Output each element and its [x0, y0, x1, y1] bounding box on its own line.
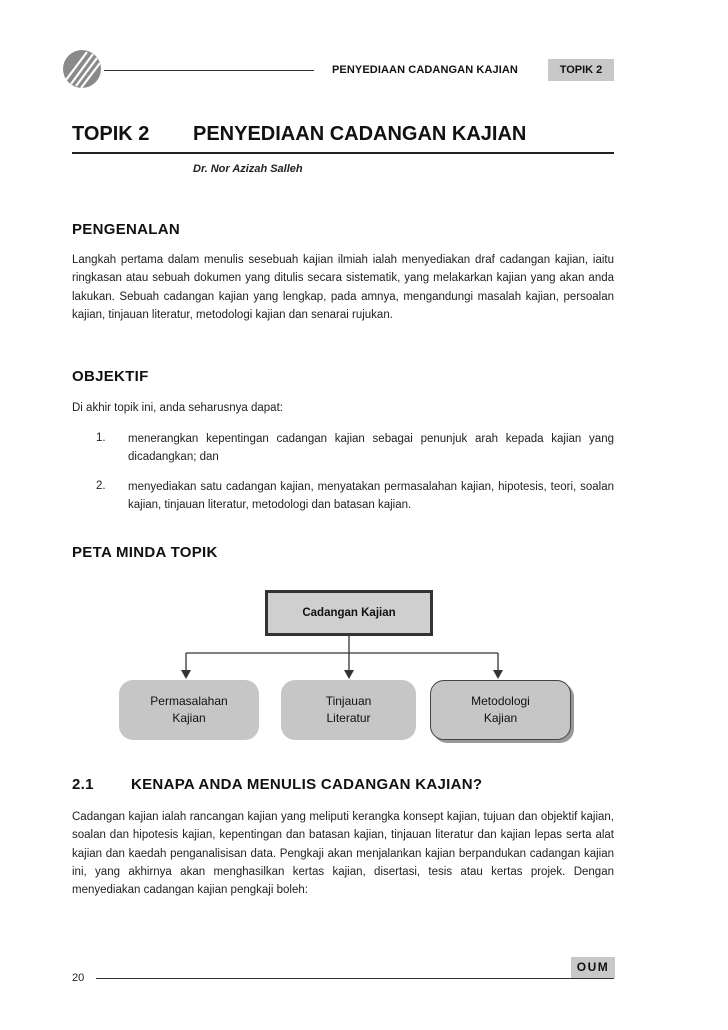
node-line: Kajian: [483, 711, 518, 725]
oum-brand: OUM: [571, 957, 615, 978]
node-line: Tinjauan: [325, 694, 372, 708]
intro-heading: PENGENALAN: [72, 221, 181, 238]
node-line: Metodologi: [471, 694, 530, 708]
section-paragraph: Cadangan kajian ialah rancangan kajian yang meliputi kerangka konsept kajian, tujuan dan objektif kajian, soalan dan hipotesis kajian, kepentingan dan batasan kajian, tinjauan literatur dan kajian lepas serta alat kajian dan kaedah penganalisisan data. Pengkaji akan menjalankan kajian berpandukan cadangan kajian ini, yang akhirnya akan menghasilkan kertas kajian, disertasi, tesis atau kertas projek. Dengan menyediakan cadangan kajian pengkaji boleh:: [72, 811, 614, 897]
mind-map-node: [430, 680, 571, 740]
objective-number: 1.: [96, 432, 106, 444]
objective-number: 2.: [96, 480, 106, 492]
running-title: PENYEDIAAN CADANGAN KAJIAN: [332, 64, 518, 76]
arrow-down-icon: [181, 670, 191, 679]
mind-map-node: [119, 680, 259, 740]
node-line: Literatur: [326, 711, 371, 725]
section-number: 2.1: [72, 776, 94, 793]
arrow-down-icon: [344, 670, 354, 679]
topic-number: TOPIK 2: [72, 123, 150, 145]
footer-rule: [96, 978, 614, 979]
node-line: Permasalahan: [150, 694, 228, 708]
mind-map-root: Cadangan Kajian: [265, 590, 433, 636]
node-line: Kajian: [172, 711, 206, 725]
objective-item: menyediakan satu cadangan kajian, menyatakan permasalahan kajian, hipotesis, teori, soalan kajian, tinjauan literatur, metodologi dan batasan kajian.: [128, 481, 614, 512]
objectives-lead: Di akhir topik ini, anda seharusnya dapat:: [72, 402, 283, 414]
section-heading: KENAPA ANDA MENULIS CADANGAN KAJIAN?: [131, 776, 483, 793]
objectives-heading: OBJEKTIF: [72, 368, 149, 385]
intro-paragraph: Langkah pertama dalam menulis sesebuah kajian ilmiah ialah menyediakan draf cadangan kajian, iaitu ringkasan atau sebuah dokumen yang ditulis secara sistematik, yang melakarkan kajian yang akan anda lakukan. Sebuah cadangan kajian yang lengkap, pada amnya, mengandungi masalah kajian, persoalan kajian, tinjauan literatur, metodologi kajian dan senarai rujukan.: [72, 254, 614, 321]
mind-map-node: [281, 680, 416, 740]
page-number: 20: [72, 972, 85, 984]
objective-item: menerangkan kepentingan cadangan kajian sebagai penunjuk arah kepada kajian yang dicadangkan; dan: [128, 433, 614, 464]
author: Dr. Nor Azizah Salleh: [193, 163, 303, 175]
page-title: PENYEDIAAN CADANGAN KAJIAN: [193, 123, 527, 145]
arrow-down-icon: [493, 670, 503, 679]
mind-map-heading: PETA MINDA TOPIK: [72, 544, 218, 561]
topic-badge: TOPIK 2: [548, 59, 614, 81]
